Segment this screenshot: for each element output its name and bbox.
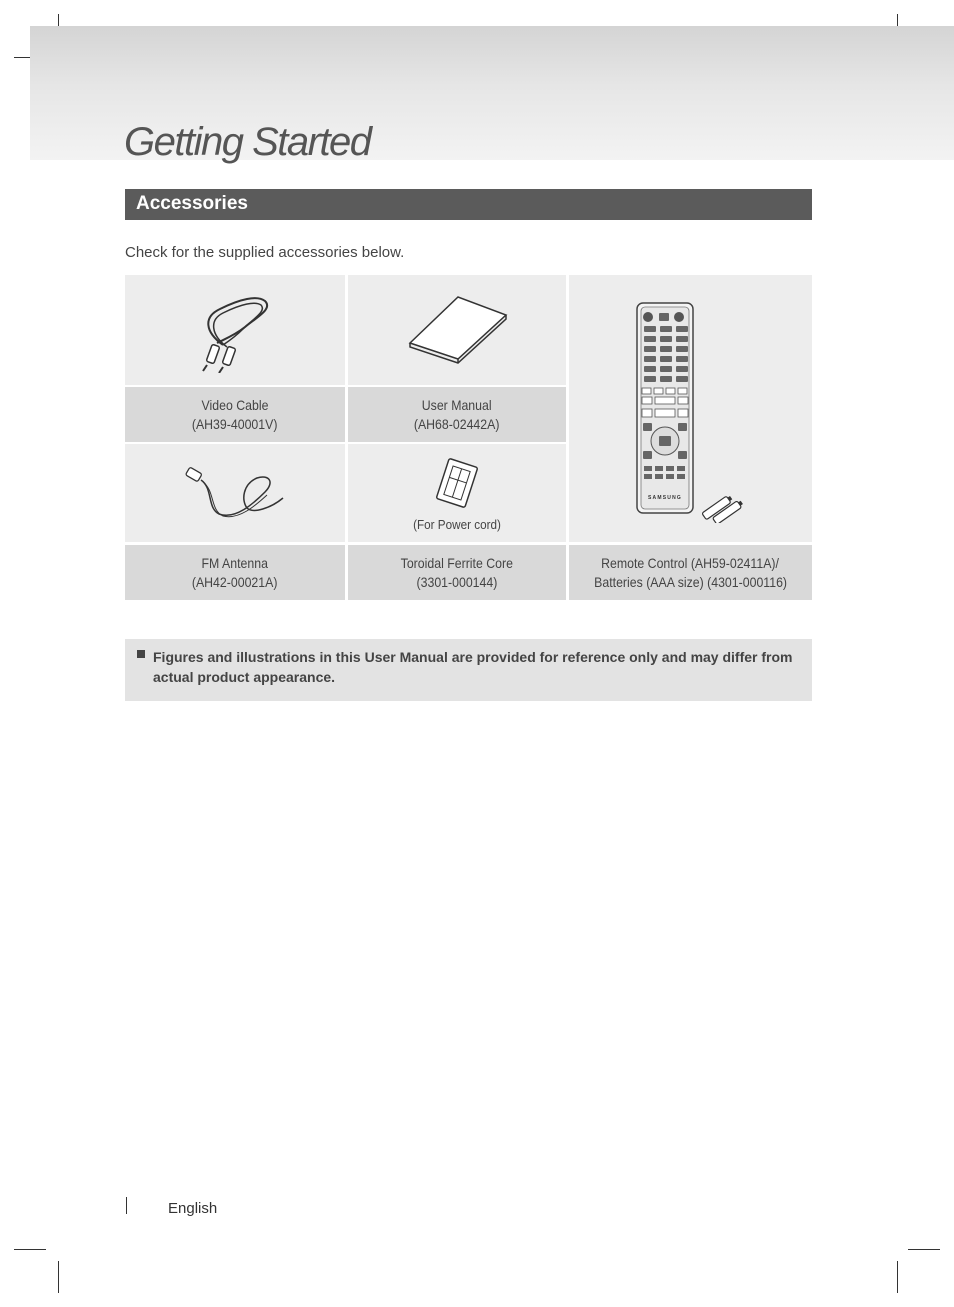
accessory-name: Video Cable [201, 396, 269, 413]
user-manual-image-cell [348, 275, 566, 385]
fm-antenna-icon [183, 464, 287, 520]
ferrite-core-label-cell [348, 545, 566, 600]
video-cable-image-cell [125, 275, 345, 385]
video-cable-icon [195, 287, 275, 373]
user-manual-icon [406, 293, 510, 365]
note-box [125, 639, 812, 701]
remote-brand-text: SAMSUNG [648, 495, 682, 501]
remote-control-label-cell [569, 545, 812, 600]
accessory-part-number: (3301-000144) [416, 573, 498, 590]
bullet-icon [137, 650, 145, 658]
intro-text: Check for the supplied accessories below. [125, 244, 405, 261]
crop-mark [58, 1261, 59, 1293]
page-title: Getting Started [124, 120, 371, 164]
accessory-part-number: (AH68-02442A) [414, 415, 500, 432]
note-text: Figures and illustrations in this User Manual are provided for reference only and may differ from actual product appearance. [153, 649, 793, 685]
accessory-name: Toroidal Ferrite Core [400, 554, 514, 571]
section-header [125, 189, 812, 220]
accessory-part-number: Batteries (AAA size) (4301-000116) [594, 573, 787, 590]
crop-mark [14, 1249, 46, 1250]
crop-mark [897, 1261, 898, 1293]
accessory-name: FM Antenna [201, 554, 269, 571]
user-manual-label-cell [348, 387, 566, 442]
accessory-name: Remote Control (AH59-02411A)/ [601, 554, 780, 571]
fm-antenna-image-cell [125, 444, 345, 542]
fm-antenna-label-cell [125, 545, 345, 600]
footer-divider [126, 1197, 127, 1214]
batteries-icon [699, 493, 751, 523]
ferrite-core-icon [432, 458, 482, 508]
section-title: Accessories [136, 193, 248, 214]
accessory-part-number: (AH42-00021A) [192, 573, 278, 590]
crop-mark [908, 1249, 940, 1250]
footer-language: English [168, 1200, 218, 1217]
remote-control-icon [635, 301, 695, 515]
ferrite-core-note: (For Power cord) [413, 517, 501, 532]
accessory-part-number: (AH39-40001V) [192, 415, 278, 432]
accessory-name: User Manual [422, 396, 492, 413]
remote-control-image-cell [569, 275, 812, 542]
ferrite-core-image-cell [348, 444, 566, 542]
video-cable-label-cell [125, 387, 345, 442]
